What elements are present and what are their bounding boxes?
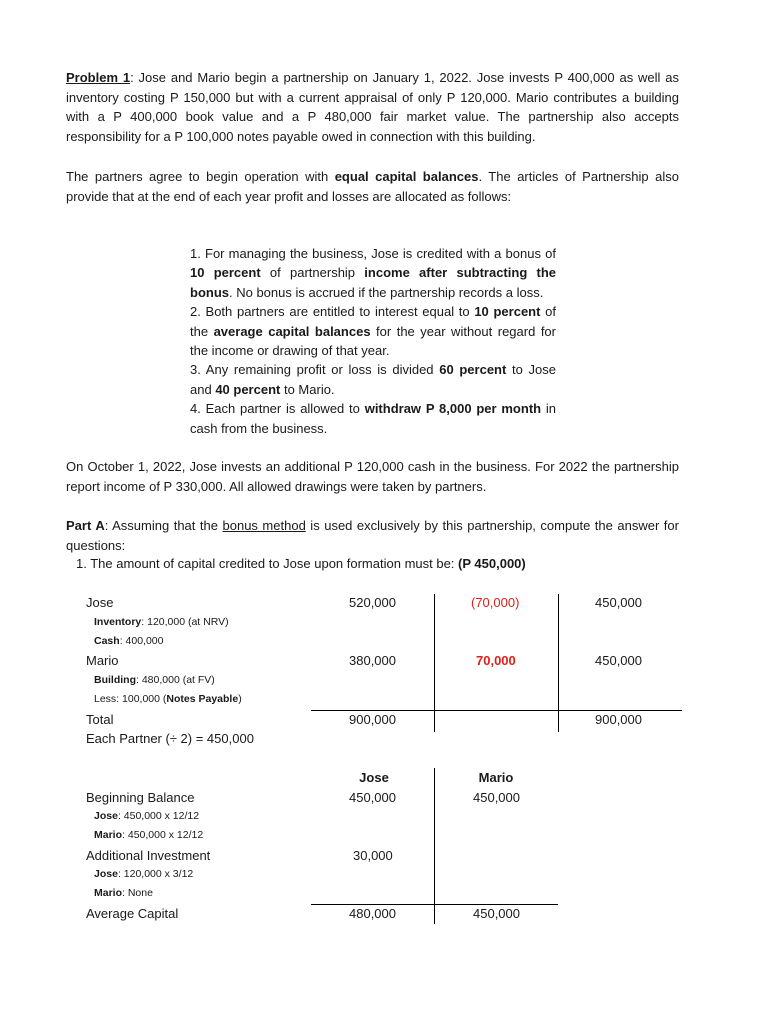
- row-label-beginning-balance: Beginning Balance: [86, 790, 195, 805]
- jose-average-capital: 480,000: [349, 906, 396, 921]
- total-final-capital: 900,000: [595, 712, 642, 727]
- mario-final-capital: 450,000: [595, 653, 642, 668]
- jose-inventory-note: Inventory: 120,000 (at NRV): [94, 616, 229, 628]
- agreement-paragraph: [66, 167, 679, 206]
- problem-text: : Jose and Mario begin a partnership on January 1, 2022. Jose invests P 400,000 as well as inventory costing P 150,000 but with a current appraisal of only P 120,000. Mario contributes a building with a P 400,000 book value and a P 480,000 fair market value. The partnership also accepts responsibility for a P 100,000 notes payable owed in connection with this building.: [66, 70, 680, 144]
- row-label-mario: Mario: [86, 653, 119, 668]
- rule-4: 4. Each partner is allowed to withdraw P 8,000 per month in cash from the business.: [190, 401, 556, 436]
- row-label-average-capital: Average Capital: [86, 906, 179, 921]
- rule-3: 3. Any remaining profit or loss is divided 60 percent to Jose and 40 percent to Mario.: [190, 362, 556, 397]
- divider: [434, 768, 435, 924]
- divider: [558, 594, 559, 732]
- column-header-jose: Jose: [359, 770, 389, 785]
- october-paragraph: On October 1, 2022, Jose invests an additional P 120,000 cash in the business. For 2022 the partnership report income of P 330,000. All allowed drawings were taken by partners.: [66, 459, 679, 494]
- problem-paragraph: [66, 68, 679, 146]
- agreement-text: The partners agree to begin operation with: [66, 169, 335, 184]
- column-header-mario: Mario: [478, 770, 514, 785]
- mario-average-capital: 450,000: [473, 906, 520, 921]
- jose-contribution: 520,000: [349, 595, 396, 610]
- jose-final-capital: 450,000: [595, 595, 642, 610]
- each-partner-line: Each Partner (÷ 2) = 450,000: [86, 731, 254, 746]
- mario-beginning-balance: 450,000: [473, 790, 520, 805]
- rule-1: 1. For managing the business, Jose is credited with a bonus of 10 percent of partnership income after subtracting the bonus. No bonus is accrued if the partnership records a loss.: [190, 246, 557, 300]
- additional-jose-note: Jose: 120,000 x 3/12: [94, 868, 194, 880]
- mario-notes-payable-note: Less: 100,000 (Notes Payable): [94, 693, 242, 705]
- rule-2: 2. Both partners are entitled to interest equal to 10 percent of the average capital balances for the year without regard for the income or drawing of that year.: [190, 304, 556, 359]
- row-label-additional-investment: Additional Investment: [86, 848, 211, 863]
- beginning-jose-note: Jose: 450,000 x 12/12: [94, 810, 200, 822]
- row-label-jose: Jose: [86, 595, 114, 610]
- divider: [434, 594, 435, 732]
- agreement-text-2: . The articles of Partnership also provide that at the end of each year profit and losses are allocated as follows:: [66, 169, 679, 204]
- mario-contribution: 380,000: [349, 653, 396, 668]
- part-a-label: Part A: [66, 518, 105, 533]
- mario-building-note: Building: 480,000 (at FV): [94, 674, 215, 686]
- question-1: 1. The amount of capital credited to Jose upon formation must be: (P 450,000): [76, 556, 526, 571]
- jose-adjustment: (70,000): [471, 595, 520, 610]
- question-1-answer: (P 450,000): [458, 556, 526, 571]
- total-rule: [311, 904, 558, 905]
- mario-adjustment: 70,000: [476, 653, 516, 668]
- additional-mario-note: Mario: None: [94, 887, 153, 899]
- total-contribution: 900,000: [349, 712, 396, 727]
- total-rule: [311, 710, 682, 711]
- part-a-paragraph: Part A: Assuming that the bonus method is used exclusively by this partnership, compute the answer for questions:: [66, 518, 679, 553]
- row-label-total: Total: [86, 712, 114, 727]
- agreement-bold: equal capital balances: [334, 169, 479, 184]
- jose-cash-note: Cash: 400,000: [94, 635, 164, 647]
- jose-beginning-balance: 450,000: [349, 790, 396, 805]
- allocation-rules: [190, 244, 556, 438]
- problem-label: Problem 1: [66, 70, 131, 85]
- bonus-method-term: bonus method: [222, 518, 306, 533]
- beginning-mario-note: Mario: 450,000 x 12/12: [94, 829, 204, 841]
- jose-additional-investment: 30,000: [353, 848, 393, 863]
